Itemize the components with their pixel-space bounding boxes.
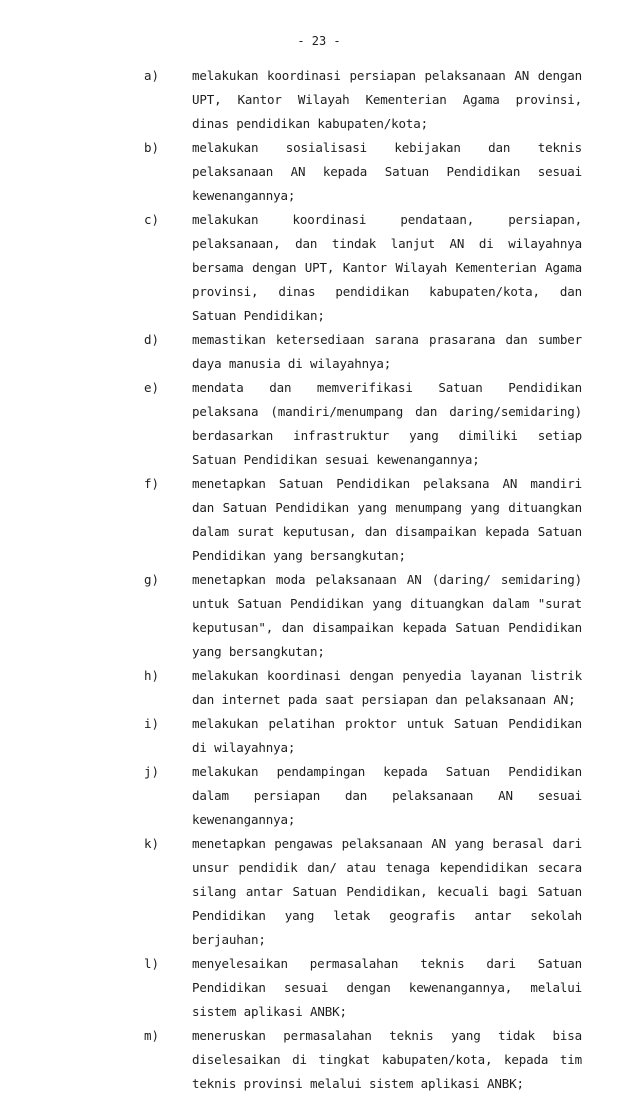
list-item-j (144, 760, 582, 832)
list-item-c (144, 208, 582, 328)
list-item-text: menetapkan Satuan Pendidikan pelaksana AN mandiri dan Satuan Pendidikan yang menumpang yang dituangkan dalam surat keputusan, dan disampaikan kepada Satuan Pendidikan yang bersangkutan; (192, 476, 582, 563)
list-marker: f) (144, 476, 160, 491)
list-marker: g) (144, 572, 160, 587)
list-item-g (144, 568, 582, 664)
list-marker: l) (144, 956, 160, 971)
list-marker: e) (144, 380, 160, 395)
list-marker: d) (144, 332, 160, 347)
list-item-text: melakukan pelatihan proktor untuk Satuan Pendidikan di wilayahnya; (192, 716, 582, 755)
list-marker: c) (144, 212, 160, 227)
list-item-text: melakukan koordinasi dengan penyedia layanan listrik dan internet pada saat persiapan dan pelaksanaan AN; (192, 668, 582, 707)
list-marker: a) (144, 68, 160, 83)
list-item-text: menyelesaikan permasalahan teknis dari Satuan Pendidikan sesuai dengan kewenangannya, melalui sistem aplikasi ANBK; (192, 956, 582, 1019)
list-item-l (144, 952, 582, 1024)
list-item-text: melakukan pendampingan kepada Satuan Pendidikan dalam persiapan dan pelaksanaan AN sesuai kewenangannya; (192, 764, 582, 827)
list-item-text: melakukan sosialisasi kebijakan dan teknis pelaksanaan AN kepada Satuan Pendidikan sesuai kewenangannya; (192, 140, 582, 203)
list-item-h (144, 664, 582, 712)
list-item-text: mendata dan memverifikasi Satuan Pendidikan pelaksana (mandiri/menumpang dan daring/semidaring) berdasarkan infrastruktur yang dimiliki setiap Satuan Pendidikan sesuai kewenangannya; (192, 380, 582, 467)
list-item-b (144, 136, 582, 208)
list-item-text: menetapkan moda pelaksanaan AN (daring/ semidaring) untuk Satuan Pendidikan yang dituangkan dalam "surat keputusan", dan disampaikan kepada Satuan Pendidikan yang bersangkutan; (192, 572, 582, 659)
task-list (144, 64, 582, 1096)
list-marker: i) (144, 716, 160, 731)
list-marker: k) (144, 836, 160, 851)
list-item-f (144, 472, 582, 568)
list-item-text: melakukan koordinasi pendataan, persiapan, pelaksanaan, dan tindak lanjut AN di wilayahnya bersama dengan UPT, Kantor Wilayah Kementerian Agama provinsi, dinas pendidikan kabupaten/kota, dan Satuan Pendidikan; (192, 212, 582, 323)
list-marker: h) (144, 668, 160, 683)
list-item-text: meneruskan permasalahan teknis yang tidak bisa diselesaikan di tingkat kabupaten/kota, kepada tim teknis provinsi melalui sistem aplikasi ANBK; (192, 1028, 582, 1091)
page-number: - 23 - (297, 34, 341, 48)
list-marker: b) (144, 140, 160, 155)
list-item-i (144, 712, 582, 760)
list-item-text: menetapkan pengawas pelaksanaan AN yang berasal dari unsur pendidik dan/ atau tenaga kependidikan secara silang antar Satuan Pendidikan, kecuali bagi Satuan Pendidikan yang letak geografis antar sekolah berjauhan; (192, 836, 582, 947)
list-marker: j) (144, 764, 160, 779)
list-item-a (144, 64, 582, 136)
list-item-text: memastikan ketersediaan sarana prasarana dan sumber daya manusia di wilayahnya; (192, 332, 582, 371)
list-item-d (144, 328, 582, 376)
list-item-k (144, 832, 582, 952)
list-item-e (144, 376, 582, 472)
list-marker: m) (144, 1028, 160, 1043)
list-item-text: melakukan koordinasi persiapan pelaksanaan AN dengan UPT, Kantor Wilayah Kementerian Agama provinsi, dinas pendidikan kabupaten/kota; (192, 68, 582, 131)
list-item-m (144, 1024, 582, 1096)
